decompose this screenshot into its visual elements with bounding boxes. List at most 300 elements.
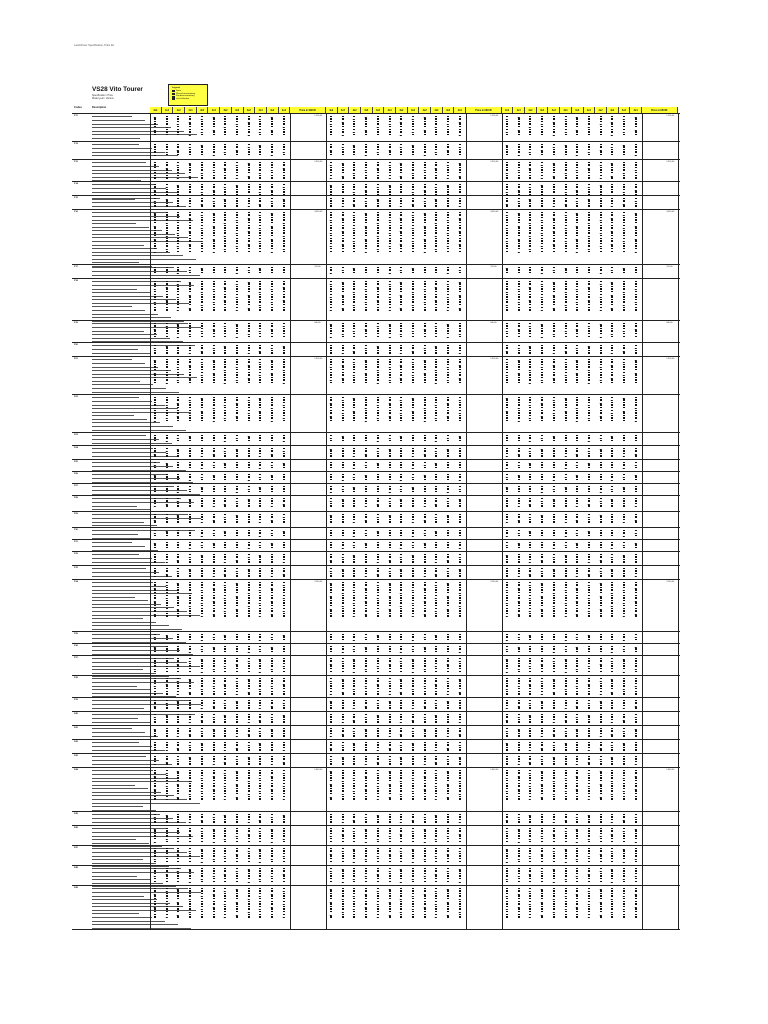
standard-mark xyxy=(588,336,590,338)
standard-mark xyxy=(611,330,613,332)
standard-mark xyxy=(365,333,367,335)
standard-mark xyxy=(224,121,226,123)
standard-mark xyxy=(365,151,367,153)
standard-mark xyxy=(611,200,613,202)
standard-mark xyxy=(201,238,203,240)
standard-mark xyxy=(330,347,332,349)
standard-mark xyxy=(389,333,391,335)
variant-mark-column xyxy=(420,321,432,343)
variant-mark-column xyxy=(561,321,573,343)
standard-mark xyxy=(541,131,543,133)
variant-mark-column xyxy=(572,196,584,210)
standard-mark xyxy=(213,149,215,151)
variant-mark-column xyxy=(431,210,443,265)
standard-mark xyxy=(189,503,191,505)
standard-mark xyxy=(459,235,461,237)
section-price: 1.310,00 xyxy=(666,161,675,163)
variant-mark-column xyxy=(209,114,221,142)
standard-mark xyxy=(166,288,168,290)
standard-mark xyxy=(166,116,168,118)
variant-mark-column xyxy=(349,496,361,512)
standard-mark xyxy=(342,325,344,327)
standard-mark xyxy=(412,283,414,285)
variant-mark-column xyxy=(244,496,256,512)
standard-mark xyxy=(166,118,168,120)
standard-mark xyxy=(166,164,168,166)
standard-mark xyxy=(611,286,613,288)
standard-mark xyxy=(529,251,531,253)
standard-mark xyxy=(588,410,590,412)
standard-mark xyxy=(553,118,555,120)
standard-mark xyxy=(506,399,508,401)
standard-mark xyxy=(600,455,602,457)
standard-mark xyxy=(447,129,449,131)
standard-mark xyxy=(353,245,355,247)
standard-mark xyxy=(459,462,461,464)
standard-mark xyxy=(400,521,402,523)
standard-mark xyxy=(459,129,461,131)
standard-mark xyxy=(154,149,156,151)
standard-mark xyxy=(377,230,379,232)
standard-mark xyxy=(600,186,602,188)
standard-mark xyxy=(506,212,508,214)
standard-mark xyxy=(177,198,179,200)
standard-mark xyxy=(412,336,414,338)
standard-mark xyxy=(588,377,590,379)
standard-mark xyxy=(424,118,426,120)
standard-mark xyxy=(400,123,402,125)
standard-mark xyxy=(529,214,531,216)
standard-mark xyxy=(236,359,238,361)
variant-mark-column xyxy=(431,265,443,279)
standard-mark xyxy=(259,219,261,221)
header-variant-cell: 4x2 xyxy=(267,107,279,113)
option-mark xyxy=(540,177,543,179)
standard-mark xyxy=(342,131,344,133)
standard-mark xyxy=(236,498,238,500)
standard-mark xyxy=(271,149,273,151)
standard-mark xyxy=(353,299,355,301)
standard-mark xyxy=(342,379,344,381)
header-variant-cell: 4x2 xyxy=(326,107,338,113)
standard-mark xyxy=(377,412,379,414)
standard-mark xyxy=(623,437,625,439)
variant-mark-column xyxy=(173,343,185,357)
header-variant-cell: 4x2 xyxy=(150,107,162,113)
standard-mark xyxy=(565,294,567,296)
standard-mark xyxy=(424,435,426,437)
standard-mark xyxy=(342,123,344,125)
standard-mark xyxy=(365,412,367,414)
standard-mark xyxy=(518,184,520,186)
standard-mark xyxy=(412,243,414,245)
variant-mark-column xyxy=(385,182,397,196)
standard-mark xyxy=(389,238,391,240)
standard-mark xyxy=(236,118,238,120)
standard-mark xyxy=(600,333,602,335)
standard-mark xyxy=(623,377,625,379)
standard-mark xyxy=(213,345,215,347)
standard-mark xyxy=(154,345,156,347)
standard-mark xyxy=(600,417,602,419)
standard-mark xyxy=(518,304,520,306)
variant-mark-column xyxy=(232,321,244,343)
variant-mark-column xyxy=(209,446,221,460)
standard-mark xyxy=(400,232,402,234)
standard-mark xyxy=(389,286,391,288)
standard-mark xyxy=(201,345,203,347)
standard-mark xyxy=(189,212,191,214)
variant-mark-column xyxy=(607,395,619,433)
standard-mark xyxy=(576,399,578,401)
standard-mark xyxy=(529,328,531,330)
standard-mark xyxy=(400,154,402,156)
standard-mark xyxy=(588,269,590,271)
standard-mark xyxy=(424,291,426,293)
standard-mark xyxy=(224,364,226,366)
standard-mark xyxy=(518,222,520,224)
standard-mark xyxy=(342,251,344,253)
variant-mark-column xyxy=(584,114,596,142)
option-mark xyxy=(599,309,602,311)
standard-mark xyxy=(611,404,613,406)
standard-mark xyxy=(389,304,391,306)
standard-mark xyxy=(553,267,555,269)
standard-mark xyxy=(166,491,168,493)
standard-mark xyxy=(248,402,250,404)
standard-mark xyxy=(213,245,215,247)
standard-mark xyxy=(154,350,156,352)
standard-mark xyxy=(166,464,168,466)
standard-mark xyxy=(424,415,426,417)
standard-mark xyxy=(377,144,379,146)
standard-mark xyxy=(283,464,285,466)
standard-mark xyxy=(189,222,191,224)
standard-mark xyxy=(529,500,531,502)
standard-mark xyxy=(400,374,402,376)
variant-mark-column xyxy=(561,496,573,512)
standard-mark xyxy=(635,448,637,450)
standard-mark xyxy=(389,146,391,148)
standard-mark xyxy=(189,126,191,128)
standard-mark xyxy=(588,505,590,507)
standard-mark xyxy=(213,186,215,188)
standard-mark xyxy=(330,328,332,330)
standard-mark xyxy=(623,491,625,493)
variant-mark-column xyxy=(197,182,209,196)
standard-mark xyxy=(506,200,508,202)
standard-mark xyxy=(412,479,414,481)
standard-mark xyxy=(342,144,344,146)
variant-mark-column xyxy=(385,160,397,182)
standard-mark xyxy=(271,382,273,384)
standard-mark xyxy=(365,267,367,269)
standard-mark xyxy=(353,296,355,298)
standard-mark xyxy=(271,177,273,179)
standard-mark xyxy=(224,486,226,488)
standard-mark xyxy=(600,307,602,309)
standard-mark xyxy=(576,307,578,309)
standard-mark xyxy=(283,505,285,507)
standard-mark xyxy=(553,177,555,179)
standard-mark xyxy=(611,420,613,422)
standard-mark xyxy=(177,144,179,146)
standard-mark xyxy=(283,116,285,118)
standard-mark xyxy=(635,296,637,298)
standard-mark xyxy=(623,479,625,481)
standard-mark xyxy=(447,191,449,193)
standard-mark xyxy=(342,366,344,368)
standard-mark xyxy=(259,505,261,507)
standard-mark xyxy=(611,437,613,439)
standard-mark xyxy=(377,410,379,412)
standard-mark xyxy=(459,500,461,502)
standard-mark xyxy=(166,227,168,229)
variant-mark-column xyxy=(162,142,174,160)
standard-mark xyxy=(600,169,602,171)
standard-mark xyxy=(506,272,508,274)
standard-mark xyxy=(353,479,355,481)
variant-mark-column xyxy=(244,182,256,196)
standard-mark xyxy=(330,235,332,237)
variant-mark-column xyxy=(525,357,537,395)
standard-mark xyxy=(389,352,391,354)
standard-mark xyxy=(424,333,426,335)
standard-mark xyxy=(447,410,449,412)
standard-mark xyxy=(377,366,379,368)
standard-mark xyxy=(412,347,414,349)
variant-mark-column xyxy=(572,114,584,142)
standard-mark xyxy=(201,212,203,214)
standard-mark xyxy=(271,491,273,493)
standard-mark xyxy=(541,169,543,171)
standard-mark xyxy=(635,500,637,502)
standard-mark xyxy=(600,288,602,290)
standard-mark xyxy=(400,464,402,466)
variant-mark-column xyxy=(173,210,185,265)
standard-mark xyxy=(588,200,590,202)
standard-mark xyxy=(447,200,449,202)
standard-mark xyxy=(565,404,567,406)
standard-mark xyxy=(236,399,238,401)
standard-mark xyxy=(424,366,426,368)
variant-mark-column xyxy=(561,182,573,196)
variant-mark-column xyxy=(162,182,174,196)
standard-mark xyxy=(588,230,590,232)
standard-mark xyxy=(259,399,261,401)
standard-mark xyxy=(353,154,355,156)
standard-mark xyxy=(236,235,238,237)
standard-mark xyxy=(330,369,332,371)
standard-mark xyxy=(400,291,402,293)
standard-mark xyxy=(248,309,250,311)
option-mark xyxy=(188,205,191,207)
standard-mark xyxy=(283,184,285,186)
option-mark xyxy=(423,505,426,507)
standard-mark xyxy=(154,131,156,133)
standard-mark xyxy=(424,177,426,179)
standard-mark xyxy=(353,345,355,347)
standard-mark xyxy=(518,366,520,368)
variant-mark-column xyxy=(373,114,385,142)
option-mark xyxy=(540,336,543,338)
standard-mark xyxy=(213,361,215,363)
standard-mark xyxy=(365,304,367,306)
standard-mark xyxy=(236,467,238,469)
standard-mark xyxy=(177,503,179,505)
standard-mark xyxy=(365,121,367,123)
standard-mark xyxy=(424,350,426,352)
standard-mark xyxy=(259,345,261,347)
standard-mark xyxy=(259,200,261,202)
standard-mark xyxy=(435,323,437,325)
standard-mark xyxy=(600,399,602,401)
standard-mark xyxy=(213,462,215,464)
standard-mark xyxy=(635,291,637,293)
standard-mark xyxy=(541,154,543,156)
standard-mark xyxy=(553,235,555,237)
standard-mark xyxy=(259,514,261,516)
standard-mark xyxy=(518,450,520,452)
standard-mark xyxy=(623,462,625,464)
standard-mark xyxy=(541,330,543,332)
standard-mark xyxy=(330,189,332,191)
header-variant-cell: 4x2 xyxy=(443,107,455,113)
standard-mark xyxy=(435,169,437,171)
standard-mark xyxy=(353,134,355,136)
standard-mark xyxy=(600,330,602,332)
standard-mark xyxy=(166,437,168,439)
standard-mark xyxy=(177,474,179,476)
variant-mark-column xyxy=(385,265,397,279)
standard-mark xyxy=(201,323,203,325)
standard-mark xyxy=(365,382,367,384)
variant-mark-column xyxy=(162,321,174,343)
standard-mark xyxy=(447,488,449,490)
standard-mark xyxy=(224,323,226,325)
standard-mark xyxy=(224,505,226,507)
standard-mark xyxy=(213,309,215,311)
standard-mark xyxy=(283,191,285,193)
standard-mark xyxy=(213,235,215,237)
standard-mark xyxy=(342,309,344,311)
standard-mark xyxy=(435,116,437,118)
variant-mark-column xyxy=(549,512,561,528)
option-mark xyxy=(388,309,391,311)
variant-mark-column xyxy=(596,343,608,357)
variant-mark-column xyxy=(561,196,573,210)
standard-mark xyxy=(623,167,625,169)
standard-mark xyxy=(635,281,637,283)
standard-mark xyxy=(565,364,567,366)
standard-mark xyxy=(565,359,567,361)
variant-mark-column xyxy=(197,114,209,142)
standard-mark xyxy=(201,121,203,123)
option-mark xyxy=(435,382,438,384)
standard-mark xyxy=(553,291,555,293)
standard-mark xyxy=(248,177,250,179)
variant-mark-column xyxy=(338,142,350,160)
option-mark xyxy=(177,336,180,338)
standard-mark xyxy=(576,227,578,229)
standard-mark xyxy=(412,464,414,466)
standard-mark xyxy=(271,191,273,193)
standard-mark xyxy=(435,291,437,293)
standard-mark xyxy=(271,186,273,188)
standard-mark xyxy=(600,479,602,481)
variant-mark-column xyxy=(373,321,385,343)
standard-mark xyxy=(576,235,578,237)
standard-mark xyxy=(600,474,602,476)
standard-mark xyxy=(271,333,273,335)
variant-mark-column xyxy=(162,160,174,182)
standard-mark xyxy=(553,361,555,363)
standard-mark xyxy=(271,245,273,247)
standard-mark xyxy=(271,269,273,271)
variant-mark-column xyxy=(561,114,573,142)
variant-mark-column xyxy=(349,395,361,433)
standard-mark xyxy=(248,118,250,120)
standard-mark xyxy=(342,359,344,361)
standard-mark xyxy=(236,281,238,283)
option-mark xyxy=(364,420,367,422)
standard-mark xyxy=(271,399,273,401)
variant-mark-column xyxy=(338,446,350,460)
standard-mark xyxy=(377,359,379,361)
standard-mark xyxy=(459,251,461,253)
standard-mark xyxy=(283,364,285,366)
standard-mark xyxy=(248,397,250,399)
variant-mark-column xyxy=(244,265,256,279)
standard-mark xyxy=(412,129,414,131)
variant-mark-column xyxy=(502,343,514,357)
standard-mark xyxy=(541,521,543,523)
variant-mark-column xyxy=(279,512,291,528)
standard-mark xyxy=(154,516,156,518)
variant-mark-column xyxy=(220,210,232,265)
standard-mark xyxy=(459,116,461,118)
standard-mark xyxy=(177,240,179,242)
standard-mark xyxy=(166,498,168,500)
standard-mark xyxy=(518,126,520,128)
standard-mark xyxy=(189,455,191,457)
standard-mark xyxy=(271,488,273,490)
standard-mark xyxy=(424,175,426,177)
standard-mark xyxy=(236,167,238,169)
variant-mark-column xyxy=(373,210,385,265)
standard-mark xyxy=(576,336,578,338)
standard-mark xyxy=(377,474,379,476)
standard-mark xyxy=(600,476,602,478)
standard-mark xyxy=(635,488,637,490)
standard-mark xyxy=(213,281,215,283)
standard-mark xyxy=(342,245,344,247)
standard-mark xyxy=(541,251,543,253)
variant-mark-column xyxy=(408,357,420,395)
standard-mark xyxy=(518,230,520,232)
standard-mark xyxy=(224,350,226,352)
standard-mark xyxy=(330,374,332,376)
standard-mark xyxy=(259,154,261,156)
standard-mark xyxy=(389,397,391,399)
standard-mark xyxy=(236,203,238,205)
standard-mark xyxy=(600,412,602,414)
variant-mark-column xyxy=(396,343,408,357)
standard-mark xyxy=(447,222,449,224)
standard-mark xyxy=(459,521,461,523)
standard-mark xyxy=(576,404,578,406)
standard-mark xyxy=(424,294,426,296)
